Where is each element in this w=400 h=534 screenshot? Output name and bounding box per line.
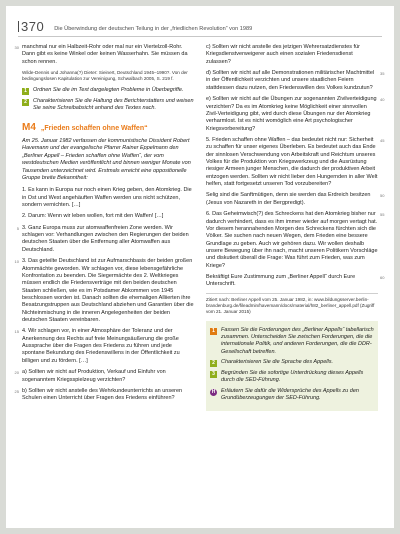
appeal-paragraph: 45 5. Frieden schaffen ohne Waffen – das bedeutet nicht nur: Sicherheit zu schaffen für unser eigenes Überleben. Es bedeutet auch das Ende der sinnlosen Verschwendung von Arbeitskraft und Reichtum unseres Volkes für die Produktion von Kriegswerkzeug und die Ausrüstung riesiger Armeen junger Menschen, die dadurch der produktiven Arbeit entzogen werden. Sollten wir nicht lieber den Hungernden in aller Welt helfen, statt fortgesetzt unseren Tod vorzubereiten? — [206, 136, 385, 188]
appeal-paragraph: 1. Es kann in Europa nur noch einen Krieg geben, den Atomkrieg. Die in Ost und West angehäuften Waffen werden uns nicht schützen, sondern vernichten. […] — [22, 187, 192, 208]
appeal-paragraph: 15 4. Wir schlagen vor, in einer Atmosphäre der Toleranz und der Anerkennung des Rechts auf freie Meinungsäußerung die große Aussprache über die Fragen des Friedens zu führen und jede spontane Bekundung des Friedenswillens in der Öffentlichkeit zu billigen und zu fördern. […] — [14, 328, 180, 364]
source-note: Zitiert nach: Berliner Appell vom 25. Januar 1982, in: www.bildungsserver.berlin-brandenburg.de/fileadmin/havemann/docs/material/h82_berliner_appell.pdf (Zugriff vom 21. Januar 2015) — [206, 296, 375, 314]
page-number: 370 — [18, 19, 44, 36]
task-badge: 1 — [210, 328, 217, 335]
tasks-box — [206, 321, 378, 411]
task-badge: 1 — [22, 88, 29, 95]
appeal-paragraph: c) Sollten wir nicht anstelle des jetzigen Wehrersatzdienstes für Kriegsdienstverweigerer auch einen sozialen Friedensdienst zulassen? — [206, 44, 360, 65]
appeal-paragraph: 55 6. Das Geheimwisch(?) des Schreckens hat den Atomkrieg bisher nur dadurch verhindert, dass es ihm immer wieder auf morgen vertagt hat. Vor diesem herannahenden Morgen des Schreckens fürchten sich die Völker. Sie suchen nach neuen Wegen, dem Frieden eine bessere Grundlage zu geben. Auch wir gehören dazu. Wir wollen deshalb unsere Bewegung über ihn nach, macht unseren Politikern Vorschläge und diskutiert überall die Frage: Was führt zum Frieden, was zum Kriege? — [206, 211, 385, 269]
task-text: Erläutern Sie dafür die Widersprüche des Appells zu den Grundüberzeugungen der SED-Führung. — [221, 387, 359, 402]
material-title: „Frieden schaffen ohne Waffen“ — [40, 124, 148, 132]
task-item — [210, 327, 374, 356]
task-item — [22, 87, 194, 95]
appeal-paragraph: 2. Darum: Wenn wir leben wollen, fort mit den Waffen! […] — [22, 213, 164, 220]
material-tag: M4 — [22, 121, 36, 133]
appeal-paragraph: 10 3. Das geteilte Deutschland ist zur Aufmarschbasis der beiden großen Atommächte geworden. Wir schlagen vor, diese lebensgefährliche Konfrontation zu beenden. Die Siegermächte des 2. Weltkrieges müssen endlich die Friedensverträge mit den beiden deutschen Staaten schließen, wie es im Potsdamer Abkommen von 1945 beschlossen worden ist. Danach sollten die ehemaligen Alliierten ihre Besatzungstruppen aus Deutschland abziehen und Garantien über die Nichteinmischung in die inneren Angelegenheiten der beiden deutschen Staaten vereinbaren. — [14, 258, 194, 324]
intro-paragraph: 30 manchmal nur ein Halbzeit-Rohr oder mal nur ein Viertelzoll-Rohr. Dann gibt es keine Winkel oder keinen Wasserhahn. Sie müssen da schon rennen. — [22, 44, 194, 66]
appeal-paragraph: 25 b) Sollten wir nicht anstelle des Wehrkundeunterrichts an unseren Schulen einen Unterricht über Fragen des Friedens einführen? — [14, 387, 183, 402]
source-note: Wilde-Dennis und Johanna(?) Dieter: Sieinert, Deutschland 1945–1990?. Von der bedingungslosen Kapitulation zur Vereinigung, Schwalbach 2005, S. 219 f. — [22, 70, 188, 82]
task-text: Charakterisieren Sie die Haltung des Berichterstatters und weisen Sie seine Schreibabsicht anhand des Textes nach. — [33, 98, 194, 112]
appeal-paragraph: 60 Bekräftigt Eure Zustimmung zum „Berliner Appell“ durch Eure Unterschrift. — [206, 274, 385, 288]
appeal-paragraph: 40 e) Sollten wir nicht auf die Übungen zur sogenannten Zivilverteidigung verzichten? Da es im Atomkrieg keine Möglichkeit einer sinnvollen Zivil-Verteidigung gibt, wird durch diese Übungen nur der Atomkrieg verharmlost. Ist es nicht womöglich eine Art psychologischer Kriegsvorbereitung? — [206, 96, 385, 132]
task-item — [22, 98, 194, 113]
right-column — [206, 44, 385, 411]
task-badge: 2 — [210, 360, 217, 367]
material-heading — [22, 121, 194, 134]
appeal-paragraph: 5 3. Ganz Europa muss zur atomwaffenfreien Zone werden. Wir schlagen vor: Verhandlungen zwischen den Regierungen der beiden deutschen Staaten über die Entfernung aller Atomwaffen aus Deutschland. — [16, 224, 189, 253]
task-text: Ordnen Sie die im Text dargelegten Probleme in Überbegriffe. — [33, 87, 184, 94]
document-page — [6, 6, 394, 528]
task-badge: H — [211, 389, 216, 395]
page-header — [18, 14, 382, 37]
left-column — [14, 44, 194, 407]
running-title: Die Überwindung der deutschen Teilung in der „friedlichen Revolution“ von 1989 — [54, 26, 253, 32]
task-item — [210, 359, 374, 367]
material-intro: Am 25. Januar 1982 verfassen der kommunistische Dissident Robert Havemann und der evangelische Pfarrer Rainer Eppelmann den „Berliner Appell – Frieden schaffen ohne Waffen“, der vom westdeutschen Medien veröffentlicht und binnen weniger Monate von Tausenden unterzeichnet wird. Erstmals erreicht eine oppositionelle Gruppe breite Bekanntheit: — [22, 138, 191, 181]
task-badge: 3 — [210, 371, 217, 378]
task-text: Begründen Sie die sofortige Unterdrückung dieses Appells durch die SED-Führung. — [221, 370, 364, 384]
task-badge: 2 — [22, 99, 29, 106]
divider — [206, 293, 378, 294]
appeal-paragraph: 35 d) Sollten wir nicht auf alle Demonstrationen militärischer Machtmittel in der Öffentlichkeit verzichten und unsere staatlichen Feiern stattdessen dazu nutzen, den Friedenswillen des Volkes kundzutun? — [206, 70, 385, 91]
line-number: 30 — [14, 45, 19, 50]
appeal-paragraph: 50 Selig sind die Sanftmütigen, denn sie werden das Erdreich besitzen (Jesus von Nazareth in der Bergpredigt). — [206, 192, 385, 206]
appeal-paragraph: 20 a) Sollten wir nicht auf Produktion, Verkauf und Einfuhr von sogenanntem Kriegsspielzeug verzichten? — [14, 369, 166, 383]
task-item — [210, 370, 374, 385]
task-item — [210, 388, 374, 403]
task-text: Fassen Sie die Forderungen des „Berliner Appells“ tabellarisch zusammen. Unterscheiden Sie zwischen Forderungen, die die internationale Politik, und anderen Forderungen, die die DDR-Gesellschaft betreffen. — [221, 326, 374, 355]
task-text: Charakterisieren Sie die Sprache des Appells. — [221, 359, 333, 366]
